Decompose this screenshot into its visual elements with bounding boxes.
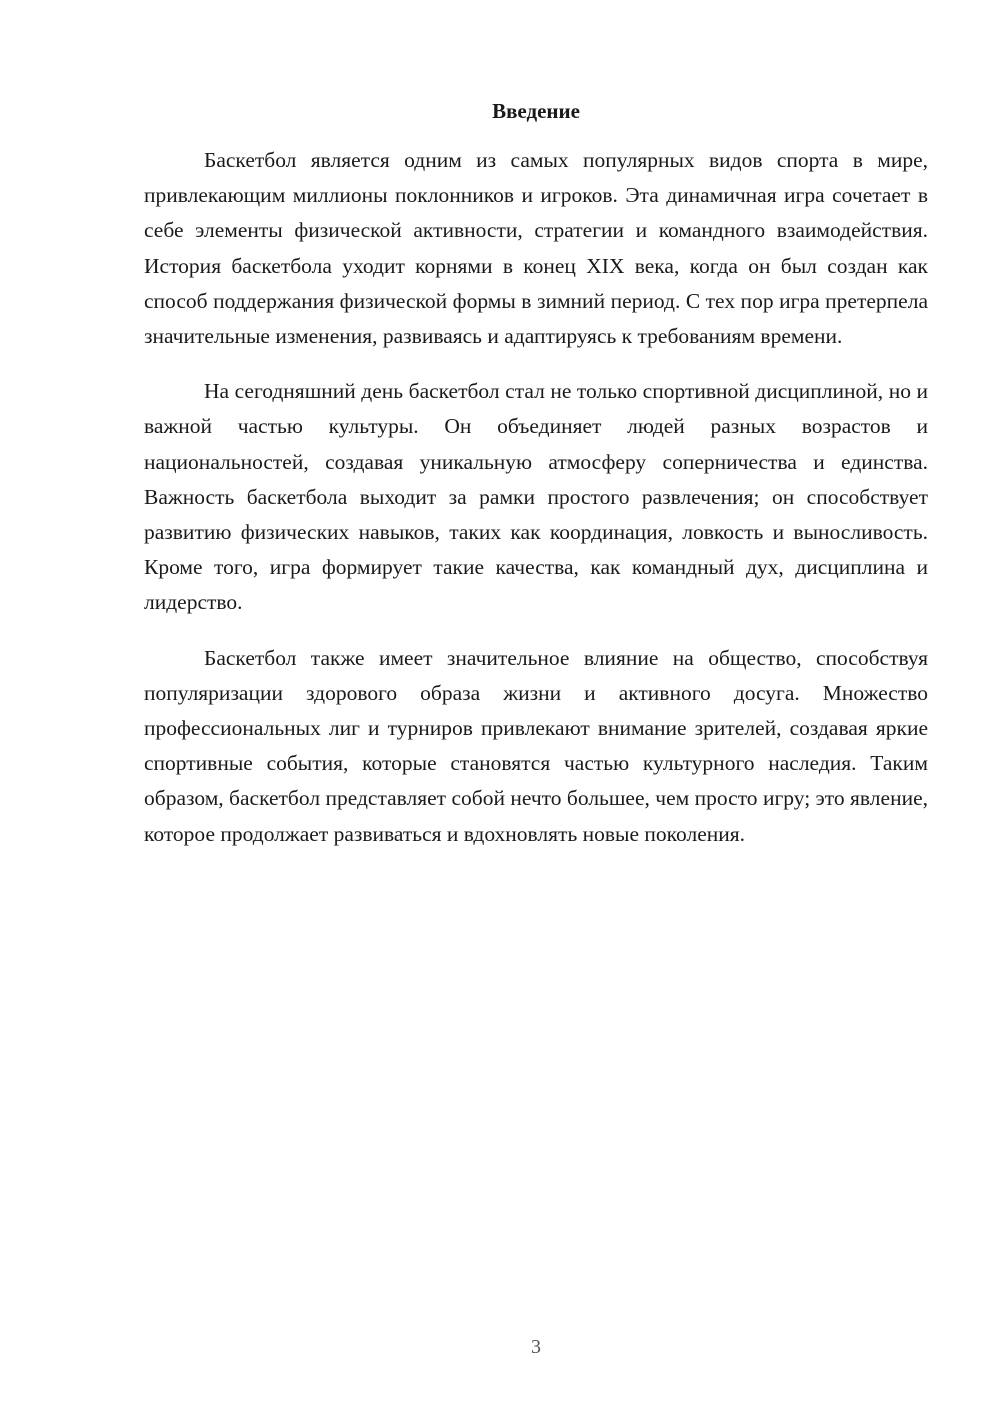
- page-title: Введение: [492, 99, 580, 123]
- paragraph-3: Баскетбол также имеет значительное влияние на общество, способствуя популяризации здорового образа жизни и активного досуга. Множество профессиональных лиг и турниров привлекают внимание зрителей, создавая яркие спортивные события, которые становятся частью культурного наследия. Таким образом, баскетбол представляет собой нечто большее, чем просто игру; это явление, которое продолжает развиваться и вдохновлять новые поколения.: [144, 645, 928, 846]
- paragraph-1: Баскетбол является одним из самых популярных видов спорта в мире, привлекающим миллионы поклонников и игроков. Эта динамичная игра сочетает в себе элементы физической активности, стратегии и командного взаимодействия. История баскетбола уходит корнями в конец XIX века, когда он был создан как способ поддержания физической формы в зимний период. С тех пор игра претерпела значительные изменения, развиваясь и адаптируясь к требованиям времени.: [144, 148, 928, 349]
- body-text: [144, 143, 928, 872]
- paragraph-2: На сегодняшний день баскетбол стал не только спортивной дисциплиной, но и важной частью культуры. Он объединяет людей разных возрастов и национальностей, создавая уникальную атмосферу соперничества и единства. Важность баскетбола выходит за рамки простого развлечения; он способствует развитию физических навыков, таких как координация, ловкость и выносливость. Кроме того, игра формирует такие качества, как командный дух, дисциплина и лидерство.: [144, 379, 928, 615]
- page-number: 3: [531, 1336, 541, 1358]
